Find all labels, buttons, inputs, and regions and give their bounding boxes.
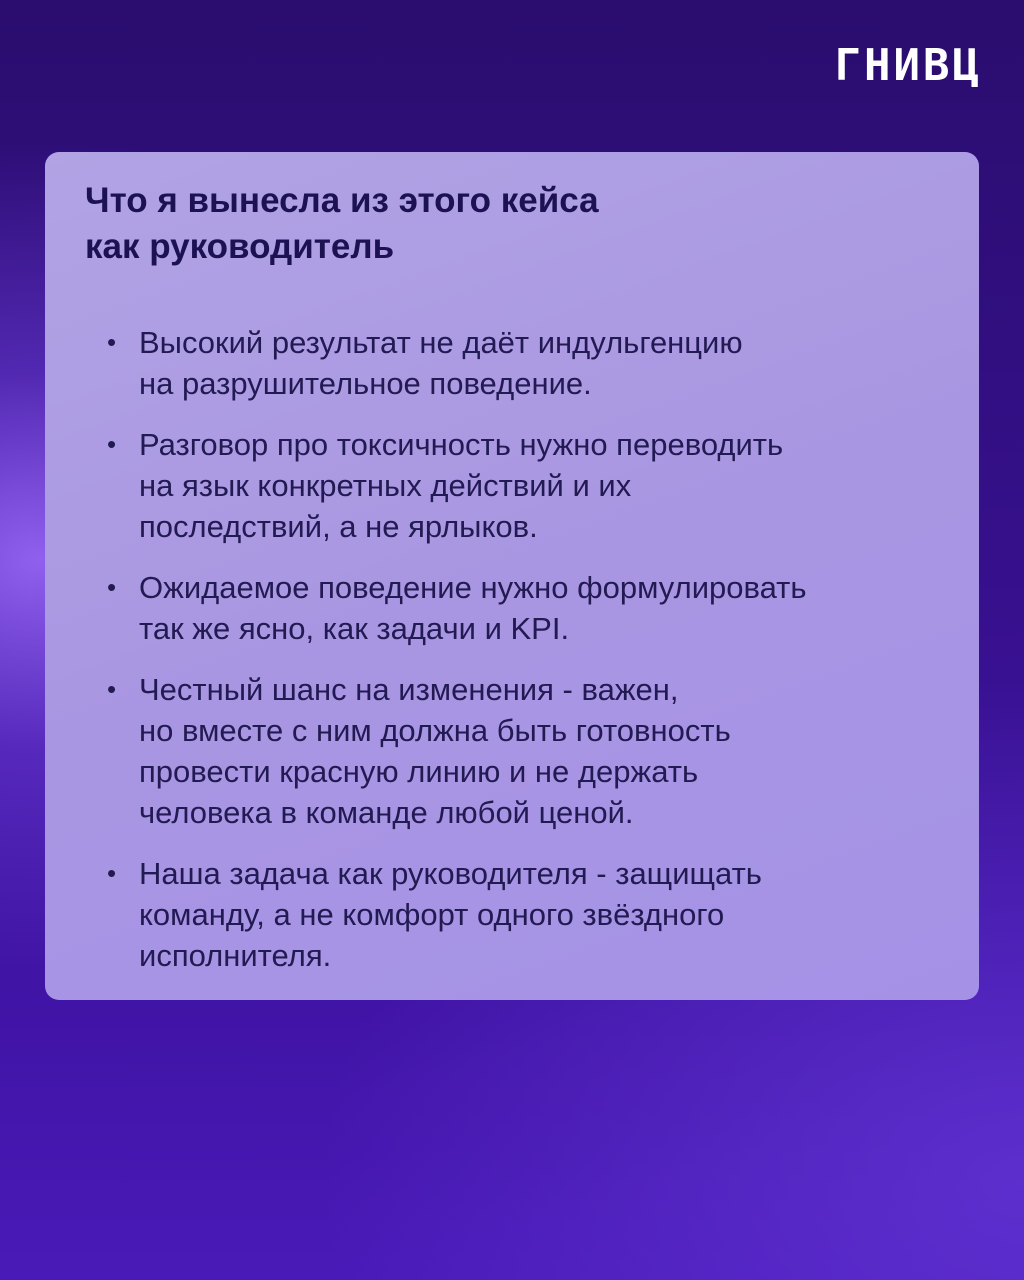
bullet-icon: • [107,858,117,888]
takeaway-item [85,424,939,547]
takeaway-text-line: Наша задача как руководителя - защищать [139,856,762,891]
takeaway-text-line: но вместе с ним должна быть готовность [139,713,731,748]
takeaway-text-line: последствий, а не ярлыков. [139,509,538,544]
card-title-line: Что я вынесла из этого кейса [85,181,599,220]
card-title-line: как руководитель [85,227,395,266]
takeaways-card [45,152,979,1000]
takeaway-text-line: исполнителя. [139,938,332,973]
takeaways-list [85,322,939,976]
takeaway-item [85,567,939,649]
takeaway-item [85,853,939,976]
takeaway-text-line: на язык конкретных действий и их [139,468,632,503]
takeaway-text-line: на разрушительное поведение. [139,366,592,401]
takeaway-item [85,322,939,404]
card-title [85,178,765,270]
takeaway-text-line: Ожидаемое поведение нужно формулировать [139,570,807,605]
bullet-icon: • [107,674,117,704]
takeaway-text-line: человека в команде любой ценой. [139,795,634,830]
takeaway-text-line: Разговор про токсичность нужно переводить [139,427,784,462]
brand-logo: ГНИВЦ [834,40,982,91]
bullet-icon: • [107,327,117,357]
takeaway-text-line: Высокий результат не даёт индульгенцию [139,325,743,360]
bullet-icon: • [107,429,117,459]
takeaway-item [85,669,939,833]
takeaway-text-line: так же ясно, как задачи и KPI. [139,611,570,646]
bullet-icon: • [107,572,117,602]
takeaway-text-line: команду, а не комфорт одного звёздного [139,897,725,932]
takeaway-text-line: Честный шанс на изменения - важен, [139,672,679,707]
takeaway-text-line: провести красную линию и не держать [139,754,699,789]
